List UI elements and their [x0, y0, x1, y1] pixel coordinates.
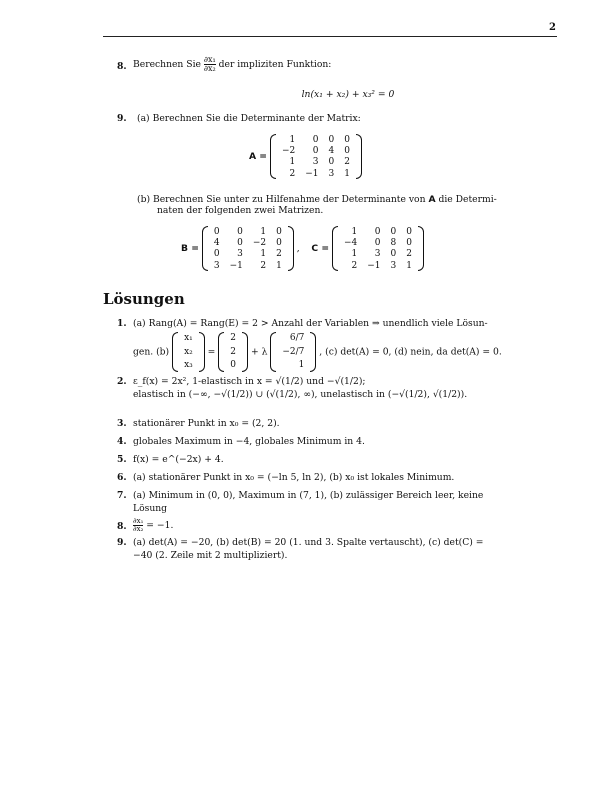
matrix-c-row: [339, 237, 417, 248]
question-number: 9.: [117, 113, 127, 124]
page-number: 2: [549, 22, 556, 33]
matrix-c-cell: 2: [351, 260, 358, 271]
solution-line: (a) det(A) = −20, (b) det(B) = 20 (1. und 3. Spalte vertauscht), (c) det(C) =: [133, 537, 484, 548]
matrix-a-cell: 3: [328, 168, 335, 179]
matrix-a-cell: 4: [328, 145, 335, 156]
frac-denominator: ∂x₂: [133, 525, 144, 533]
vector-particular-row: [225, 332, 241, 345]
solution-number: 1.: [117, 318, 127, 329]
solution-text: [133, 518, 557, 533]
matrix-a-cell: 0: [328, 157, 335, 168]
matrix-b-cell: 0: [213, 249, 220, 260]
solution-text: stationärer Punkt in x₀ = (2, 2).: [133, 418, 280, 429]
vector-direction-row: [277, 359, 309, 372]
matrix-c-cell: 1: [351, 226, 358, 237]
solution-line: (a) Minimum in (0, 0), Maximum in (7, 1), (b) zulässiger Bereich leer, keine: [133, 490, 484, 501]
part-a-label: (a) Berechnen Sie die Determinante der Matrix:: [137, 113, 361, 124]
question-prefix: Berechnen Sie: [133, 59, 201, 70]
solution-text: globales Maximum in −4, globales Minimum in 4.: [133, 436, 365, 447]
part-b-label: [137, 195, 557, 216]
part-b-text-end: die Determi-: [438, 194, 497, 205]
matrix-a-cell: 0: [312, 145, 319, 156]
solution-tail: , (c) det(A) = 0, (d) nein, da det(A) = 0.: [319, 346, 502, 358]
vector-particular-cell: 2: [230, 333, 237, 344]
solution-number: 5.: [117, 454, 127, 465]
solution-number: 7.: [117, 490, 127, 501]
vector-direction: [270, 332, 316, 372]
matrix-a-cell: 0: [344, 145, 350, 156]
vector-particular-cell: 0: [230, 360, 237, 370]
solution-line: elastisch in (−∞, −√(1/2)) ∪ (√(1/2), ∞), unelastisch in (−√(1/2), √(1/2)).: [133, 388, 468, 400]
matrix-b-row: [209, 226, 287, 237]
matrix-b-cell: 2: [260, 260, 267, 271]
matrix-b-cell: −1: [229, 260, 243, 271]
solution-line: ε_f(x) = 2x², 1-elastisch in x = √(1/2) und −√(1/2);: [133, 376, 366, 387]
partial-fraction: [204, 56, 216, 73]
matrix-c-cell: 3: [390, 260, 397, 271]
matrix-a: [270, 134, 362, 179]
solution-text: (a) stationärer Punkt in x₀ = (−ln 5, ln 2), (b) x₀ ist lokales Minimum.: [133, 472, 455, 483]
vector-particular-row: [225, 359, 241, 372]
solution-number: 2.: [117, 376, 127, 387]
matrix-a-row: [277, 145, 355, 156]
vector-x-row: [179, 345, 198, 358]
question-text: [133, 56, 557, 73]
question-number: 8.: [117, 61, 127, 72]
matrix-c-cell: 0: [406, 226, 412, 237]
vector-x-cell: x₃: [184, 360, 193, 370]
matrix-a-cell: 1: [344, 168, 350, 179]
equals-sign: =: [207, 346, 216, 358]
matrix-b-block: [181, 226, 424, 271]
matrix-a-name: A =: [249, 151, 268, 163]
matrix-b-name: B =: [181, 243, 199, 255]
matrix-b-cell: −2: [252, 237, 267, 248]
matrix-c-cell: 2: [406, 249, 412, 260]
frac-denominator: ∂x₂: [203, 64, 216, 73]
solution-text: [133, 376, 557, 401]
matrix-a-row: [277, 168, 355, 179]
matrix-b-cell: 3: [237, 249, 243, 260]
matrix-b-cell: 0: [237, 237, 243, 248]
question-9: [103, 114, 557, 284]
matrix-c-cell: 0: [374, 226, 381, 237]
matrix-a-cell: 1: [289, 134, 296, 145]
matrix-a-cell: 0: [328, 134, 335, 145]
vector-particular-row: [225, 345, 241, 358]
matrix-c-cell: 1: [406, 260, 412, 271]
matrix-b: [202, 226, 294, 271]
matrix-b-row: [209, 260, 287, 271]
matrix-c-row: [339, 249, 417, 260]
matrix-c-cell: 0: [406, 237, 412, 248]
matrix-c-cell: 3: [374, 249, 381, 260]
question-8: [103, 56, 557, 116]
vector-particular: [218, 332, 248, 372]
solution-number: 9.: [117, 537, 127, 548]
matrix-a-block: [249, 134, 362, 179]
matrix-b-cell: 1: [260, 226, 267, 237]
matrix-separator: ,: [296, 243, 300, 255]
matrix-b-cell: 0: [276, 226, 282, 237]
vector-x-cell: x₂: [184, 346, 193, 357]
question-suffix: der impliziten Funktion:: [218, 59, 332, 70]
matrix-c-row: [339, 260, 417, 271]
matrix-c-cell: −4: [343, 237, 358, 248]
vector-x-row: [179, 332, 198, 345]
matrix-a-row: [277, 157, 355, 168]
solution-1: [103, 318, 557, 368]
matrix-b-cell: 0: [213, 226, 220, 237]
solution-number: 8.: [117, 521, 127, 532]
matrix-a-row: [277, 134, 355, 145]
lambda-term: + λ: [250, 346, 268, 358]
matrix-c-cell: 0: [390, 249, 397, 260]
solution-line: (a) Rang(A) = Rang(E) = 2 > Anzahl der Variablen ⇒ unendlich viele Lösun-: [133, 318, 488, 329]
solution-text: f(x) = e^(−2x) + 4.: [133, 454, 224, 465]
solution-text: [133, 318, 557, 372]
vector-particular-cell: 2: [230, 346, 237, 357]
solution-text: [133, 490, 557, 515]
vector-direction-cell: 6/7: [289, 333, 305, 344]
matrix-b-row: [209, 237, 287, 248]
frac-numerator: ∂x₁: [203, 55, 216, 64]
header-rule: [103, 36, 557, 37]
matrix-c-cell: 8: [390, 237, 397, 248]
vector-direction-row: [277, 345, 309, 358]
matrix-a-cell: −2: [281, 145, 296, 156]
matrix-a-cell: −1: [305, 168, 319, 179]
matrix-a-cell: 3: [312, 157, 319, 168]
matrix-c-cell: 1: [351, 249, 358, 260]
matrix-a-cell: 2: [344, 157, 350, 168]
part-b-matrix-ref: A: [428, 194, 436, 205]
solution-number: 4.: [117, 436, 127, 447]
part-b-text-line2: naten der folgenden zwei Matrizen.: [157, 204, 324, 216]
solution-line: Lösung: [133, 502, 168, 514]
vector-direction-cell: −2/7: [282, 346, 305, 357]
matrix-b-row: [209, 249, 287, 260]
matrix-b-cell: 0: [237, 226, 243, 237]
solution-line: −40 (2. Zeile mit 2 multipliziert).: [133, 549, 288, 561]
matrix-c-cell: −1: [367, 260, 381, 271]
solution-number: 3.: [117, 418, 127, 429]
matrix-c-cell: 0: [390, 226, 397, 237]
frac-numerator: ∂x₁: [133, 517, 144, 525]
matrix-b-cell: 1: [276, 260, 282, 271]
matrix-c-row: [339, 226, 417, 237]
solution-number: 6.: [117, 472, 127, 483]
solution-gen-text: gen. (b): [133, 346, 170, 358]
matrix-a-cell: 0: [312, 134, 319, 145]
matrix-a-cell: 0: [344, 134, 350, 145]
matrix-b-cell: 2: [276, 249, 282, 260]
section-title: Lösungen: [103, 290, 185, 308]
matrix-c-name: C =: [311, 243, 330, 255]
matrix-b-cell: 3: [213, 260, 220, 271]
implicit-equation: ln(x₁ + x₂) + x₃² = 0: [301, 89, 395, 100]
solution-vector-line: [133, 332, 557, 372]
vector-x-row: [179, 359, 198, 372]
vector-direction-row: [277, 332, 309, 345]
partial-fraction: [133, 518, 143, 533]
vector-x: [172, 332, 205, 372]
solution-text: [133, 537, 557, 562]
matrix-b-cell: 1: [260, 249, 267, 260]
solution-value: = −1.: [146, 520, 174, 531]
matrix-b-cell: 0: [276, 237, 282, 248]
matrix-a-cell: 1: [289, 157, 296, 168]
matrix-a-cell: 2: [289, 168, 296, 179]
matrix-b-cell: 4: [213, 237, 220, 248]
matrix-c: [332, 226, 424, 271]
vector-direction-cell: 1: [298, 360, 305, 370]
part-b-text: (b) Berechnen Sie unter zu Hilfenahme der Determinante von: [137, 194, 426, 205]
vector-x-cell: x₁: [184, 333, 193, 344]
matrix-c-cell: 0: [374, 237, 381, 248]
